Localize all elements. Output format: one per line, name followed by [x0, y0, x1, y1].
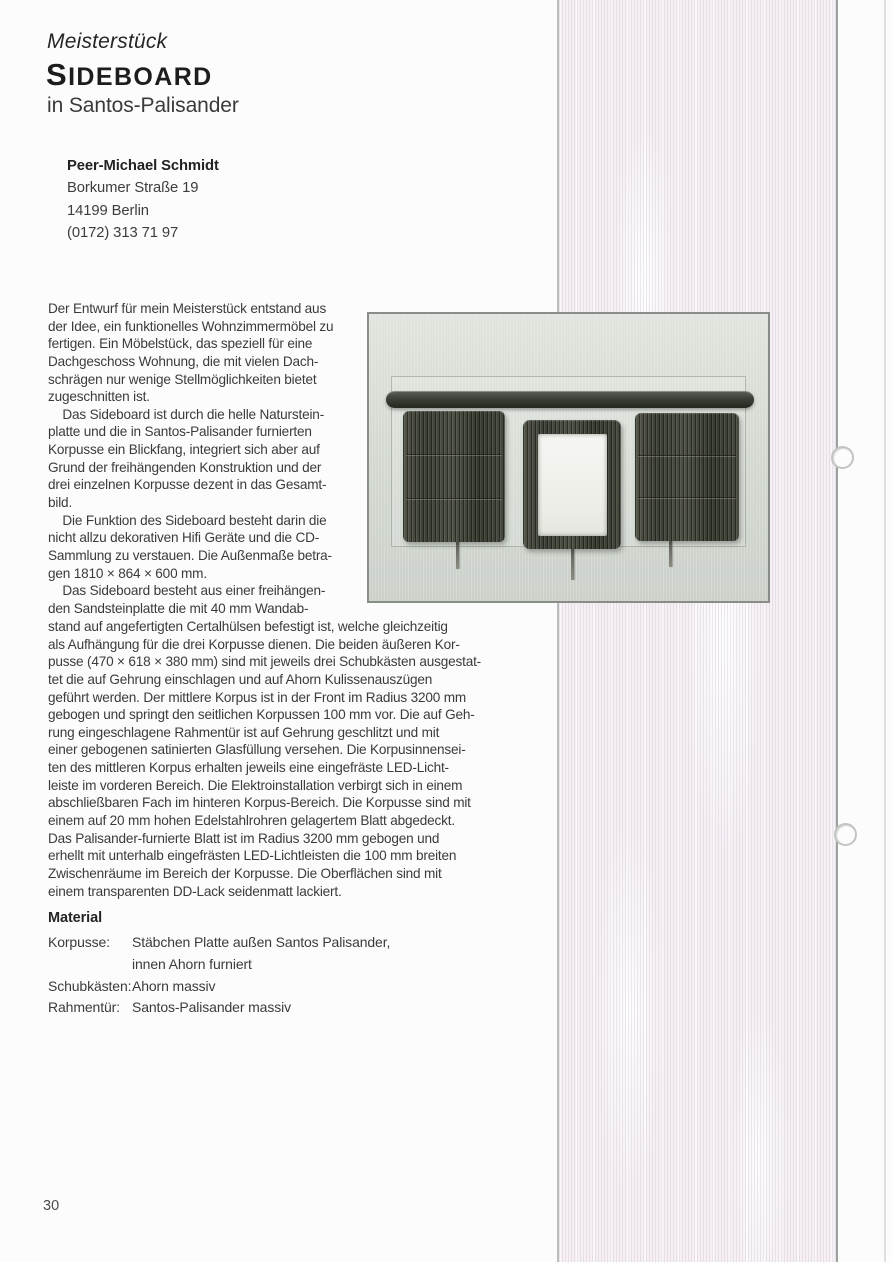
material-value: Ahorn massiv	[132, 977, 216, 994]
material-row	[48, 932, 478, 954]
contact-block	[67, 155, 219, 245]
material-table	[48, 932, 478, 1019]
body-text-line: tet die auf Gehrung einschlagen und auf Ahorn Kulissenauszügen	[48, 671, 433, 687]
sideboard-photo	[367, 312, 770, 603]
right-cabinet-leg	[669, 541, 672, 567]
drawer-divider	[406, 498, 502, 499]
body-text-line: bild.	[48, 495, 73, 511]
material-row	[48, 954, 478, 976]
title-rest: IDEBOARD	[68, 63, 213, 91]
contact-name: Peer-Michael Schmidt	[67, 158, 219, 174]
body-text-line: Das Sideboard besteht aus einer freihängen-	[48, 583, 326, 599]
material-row	[48, 976, 478, 998]
woodgrain-stripe	[557, 0, 838, 1262]
body-text-line: gebogen und springt den seitlichen Korpussen 100 mm vor. Die auf Geh-	[48, 707, 475, 723]
body-text-line: fertigen. Ein Möbelstück, das speziell für eine	[48, 336, 313, 352]
body-text-line: zugeschnitten ist.	[48, 389, 150, 405]
page-number: 30	[43, 1198, 60, 1214]
body-text-line: stand auf angefertigten Certalhülsen befestigt ist, welche gleichzeitig	[48, 619, 448, 634]
material-row	[48, 997, 478, 1019]
body-text-line: der Idee, ein funktionelles Wohnzimmermöbel zu	[48, 318, 334, 334]
page-edge-line	[884, 0, 886, 1262]
satin-glass-panel	[538, 434, 607, 536]
body-text-line: den Sandsteinplatte die mit 40 mm Wandab-	[48, 600, 309, 616]
drawer-divider	[406, 454, 502, 455]
body-text-line: Dachgeschoss Wohnung, die mit vielen Dach-	[48, 353, 319, 369]
material-label: Schubkästen:	[48, 977, 132, 994]
body-text-line: Die Funktion des Sideboard besteht darin die	[48, 512, 327, 528]
body-text-line: schrägen nur wenige Stellmöglichkeiten bietet	[48, 371, 317, 387]
body-text-line: Das Sideboard ist durch die helle Naturstein-	[48, 406, 325, 422]
body-text-line: erhellt mit unterhalb eingefrästen LED-Lichtleisten die 100 mm breiten	[48, 848, 457, 864]
center-frame-door	[523, 420, 621, 549]
drawer-divider	[638, 455, 736, 456]
material-label	[48, 954, 132, 976]
body-text-line: geführt werden. Der mittlere Korpus ist in der Front im Radius 3200 mm	[48, 689, 467, 705]
body-text-line: leiste im vorderen Bereich. Die Elektroinstallation verbirgt sich in einem	[48, 777, 463, 793]
body-column-wide	[48, 618, 518, 900]
body-text-line: einem auf 20 mm hohen Edelstahlrohren gelagertem Blatt abgedeckt.	[48, 813, 455, 829]
body-text-line: drei einzelnen Korpusse dezent in das Gesamt-	[48, 477, 327, 493]
punch-hole-bottom	[834, 823, 857, 846]
material-value: Santos-Palisander massiv	[132, 999, 291, 1016]
body-text-line: nicht allzu dekorativen Hifi Geräte und die CD-	[48, 530, 320, 546]
material-label: Rahmentür:	[48, 999, 120, 1016]
body-text-line: platte und die in Santos-Palisander furnierten	[48, 424, 312, 440]
body-text-line: rung eingeschlagene Rahmentür ist auf Gehrung geschlitzt und mit	[48, 724, 440, 740]
title-initial: S	[46, 57, 69, 92]
contact-city: 14199 Berlin	[67, 202, 149, 219]
body-text-line: als Aufhängung für die drei Korpusse dienen. Die beiden äußeren Kor-	[48, 636, 460, 652]
left-cabinet-leg	[456, 542, 459, 569]
material-value: Stäbchen Platte außen Santos Palisander,	[132, 934, 391, 950]
kicker-meisterstueck: Meisterstück	[47, 30, 168, 53]
right-drawer-cabinet	[635, 413, 739, 541]
material-value: innen Ahorn furniert	[132, 955, 252, 972]
body-text-line: Grund der freihängenden Konstruktion und der	[48, 459, 322, 475]
body-text-line: Der Entwurf für mein Meisterstück entstand aus	[48, 301, 327, 316]
left-drawer-cabinet	[403, 411, 505, 542]
body-text-line: ten des mittleren Korpus erhalten jeweils eine eingefräste LED-Licht-	[48, 760, 449, 776]
body-text-line: Korpusse ein Blickfang, integriert sich aber auf	[48, 442, 320, 458]
body-text-line: Zwischenräume im Bereich der Korpusse. Die Oberflächen sind mit	[48, 865, 442, 881]
body-column-narrow	[48, 300, 378, 618]
body-text-line: einer gebogenen satinierten Glasfüllung versehen. Die Korpusinnensei-	[48, 742, 466, 758]
stone-top-slab	[386, 391, 754, 408]
body-text-line: Das Palisander-furnierte Blatt ist im Radius 3200 mm gebogen und	[48, 830, 440, 846]
body-text-line: abschließbaren Fach im hinteren Korpus-Bereich. Die Korpusse sind mit	[48, 795, 471, 811]
body-text-line: gen 1810 × 864 × 600 mm.	[48, 565, 207, 581]
punch-hole-top	[831, 446, 854, 469]
body-text-line: Sammlung zu verstauen. Die Außenmaße betra-	[48, 547, 332, 563]
subtitle: in Santos-Palisander	[47, 94, 239, 117]
body-text-line: pusse (470 × 618 × 380 mm) sind mit jeweils drei Schubkästen ausgestat-	[48, 654, 482, 670]
drawer-divider	[638, 497, 736, 498]
contact-street: Borkumer Straße 19	[67, 180, 199, 197]
contact-phone: (0172) 313 71 97	[67, 225, 179, 242]
body-text-line: einem transparenten DD-Lack seidenmatt lackiert.	[48, 883, 342, 899]
center-cabinet-leg	[571, 549, 574, 580]
material-heading: Material	[48, 910, 102, 926]
page-title	[46, 58, 213, 98]
material-label: Korpusse:	[48, 934, 110, 950]
